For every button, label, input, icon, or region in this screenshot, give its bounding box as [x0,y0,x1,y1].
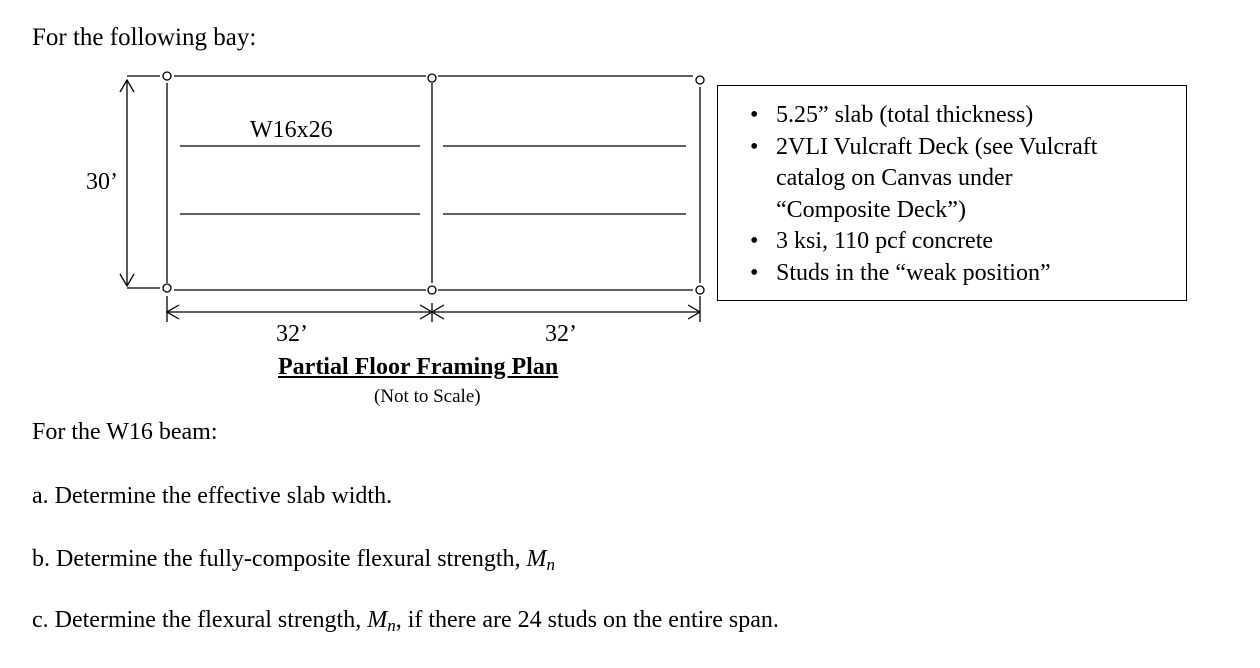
span-right-label: 32’ [545,321,577,345]
bullet-icon: • [750,259,759,286]
span-left-label: 32’ [276,321,308,345]
moment-symbol: M [526,546,547,572]
question-c [32,607,779,636]
note-item [750,258,1097,290]
question-b [32,546,555,575]
bullet-icon: • [750,228,759,254]
note-text: 2VLI Vulcraft Deck (see Vulcraft [776,133,1098,160]
framing-plan-diagram [0,0,720,345]
question-a-text: a. Determine the effective slab width. [32,483,393,509]
moment-subscript: n [546,555,556,574]
moment-symbol: M [367,607,388,633]
column-top-right [696,76,704,84]
note-text: Studs in the “weak position” [776,259,1051,286]
note-text: catalog on Canvas under [776,165,1013,191]
design-notes-list [750,100,1097,289]
column-top-middle [428,74,436,82]
height-dimension-label: 30’ [86,169,118,195]
question-b-text: b. Determine the fully-composite flexural strength, [32,546,527,572]
note-item [750,100,1097,132]
note-item [750,226,1097,258]
moment-subscript: n [387,616,396,635]
intro-text: For the following bay: [32,24,257,51]
column-top-left [163,72,171,80]
note-text: “Composite Deck”) [776,196,966,223]
note-text: 3 ksi, 110 pcf concrete [776,228,994,254]
bullet-icon: • [750,133,759,160]
note-text: 5.25” slab (total thickness) [776,102,1034,128]
beam-heading: For the W16 beam: [32,419,218,445]
question-c-text: c. Determine the flexural strength, [32,607,368,633]
column-bottom-right [696,286,704,294]
plan-title: Partial Floor Framing Plan [278,354,559,380]
question-a [32,483,392,510]
question-c-text-end: , if there are 24 studs on the entire span. [395,607,779,633]
column-bottom-left [163,284,171,292]
bullet-icon: • [750,102,759,128]
note-item [750,132,1097,227]
plan-subtitle: (Not to Scale) [374,386,481,407]
column-bottom-middle [428,286,436,294]
beam-label: W16x26 [250,117,333,143]
design-notes-box [717,85,1187,301]
